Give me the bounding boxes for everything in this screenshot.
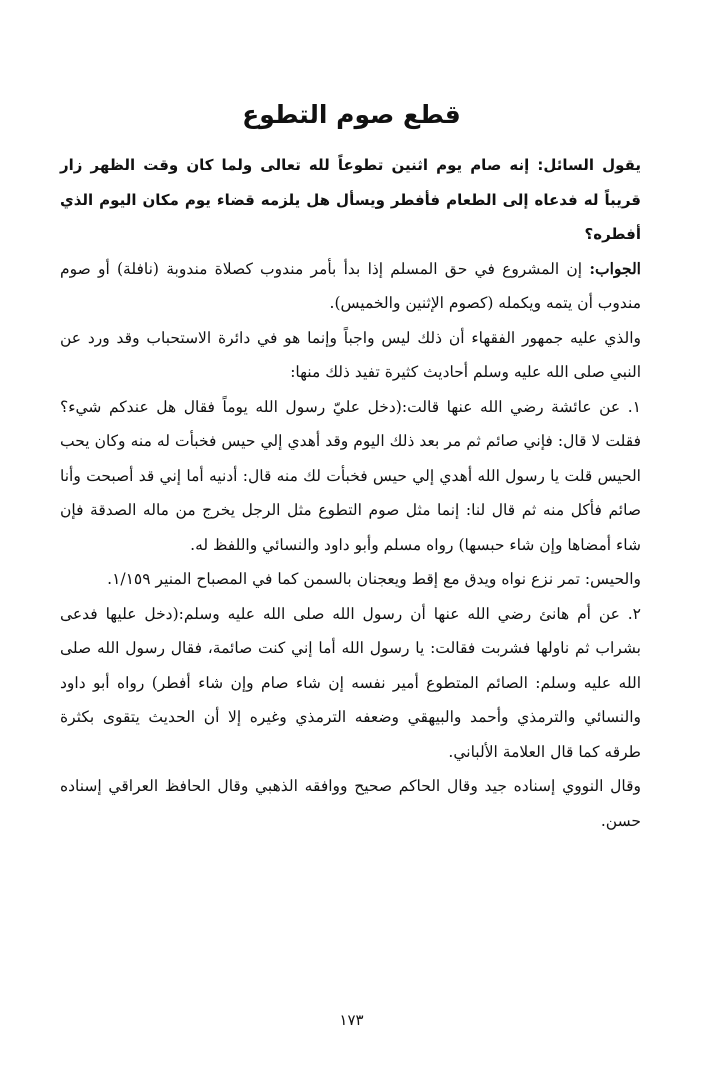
question-text: إنه صام يوم اثنين تطوعاً لله تعالى ولما كان وقت الظهر زار قريباً له فدعاه إلى الطعام فأفطر ويسأل هل يلزمه قضاء يوم مكان اليوم الذي أفطره؟ [60,156,641,243]
question-label: يقول السائل: [537,156,641,174]
hadith-1-paragraph: ١. عن عائشة رضي الله عنها قالت:(دخل عليّ رسول الله يوماً فقال هل عندكم شيء؟ فقلت لا قال: فإني صائم ثم مر بعد ذلك اليوم وقد أهدي إلي حيس فخبأت له منه وكان يحب الحيس قلت يا رسول الله أهدي إلي حيس فخبأت لك منه قال: أدنيه أما إني قد أصبحت وأنا صائم فأكل منه ثم قال لنا: إنما مثل صوم التطوع مثل الرجل يخرج من ماله الصدقة فإن شاء أمضاها وإن شاء حبسها) رواه مسلم وأبو داود والنسائي واللفظ له. [60,397,641,554]
page-number: ١٧٣ [339,1011,364,1029]
answer-label: الجواب: [589,258,641,278]
answer-text: إن المشروع في حق المسلم إذا بدأ بأمر مندوب كصلاة مندوبة (نافلة) أو صوم مندوب أن يتمه ويكمله (كصوم الإثنين والخميس). [60,259,641,312]
page-content [60,148,641,838]
answer-paragraph [60,252,641,321]
page-title: قطع صوم التطوع [242,100,461,129]
hays-definition-paragraph: والحيس: تمر نزع نواه ويدق مع إقط ويعجنان بالسمن كما في المصباح المنير ١/١٥٩. [107,570,641,588]
question-paragraph [60,148,641,252]
hadith-2-paragraph: ٢. عن أم هانئ رضي الله عنها أن رسول الله صلى الله عليه وسلم:(دخل عليها فدعى بشراب ثم ناولها فشربت فقالت: يا رسول الله أما إني كنت صائمة، فقال رسول الله صلى الله عليه وسلم: الصائم المتطوع أمير نفسه إن شاء صام وإن شاء أفطر) رواه أبو داود والنسائي والترمذي وأحمد والبيهقي وضعفه الترمذي وغيره إلا أن الحديث يتقوى بكثرة طرقه كما قال العلامة الألباني. [60,604,641,761]
majority-paragraph: والذي عليه جمهور الفقهاء أن ذلك ليس واجباً وإنما هو في دائرة الاستحباب وقد ورد عن النبي صلى الله عليه وسلم أحاديث كثيرة تفيد ذلك منها: [60,328,641,381]
nawawi-paragraph: وقال النووي إسناده جيد وقال الحاكم صحيح ووافقه الذهبي وقال الحافظ العراقي إسناده حسن. [60,777,641,830]
